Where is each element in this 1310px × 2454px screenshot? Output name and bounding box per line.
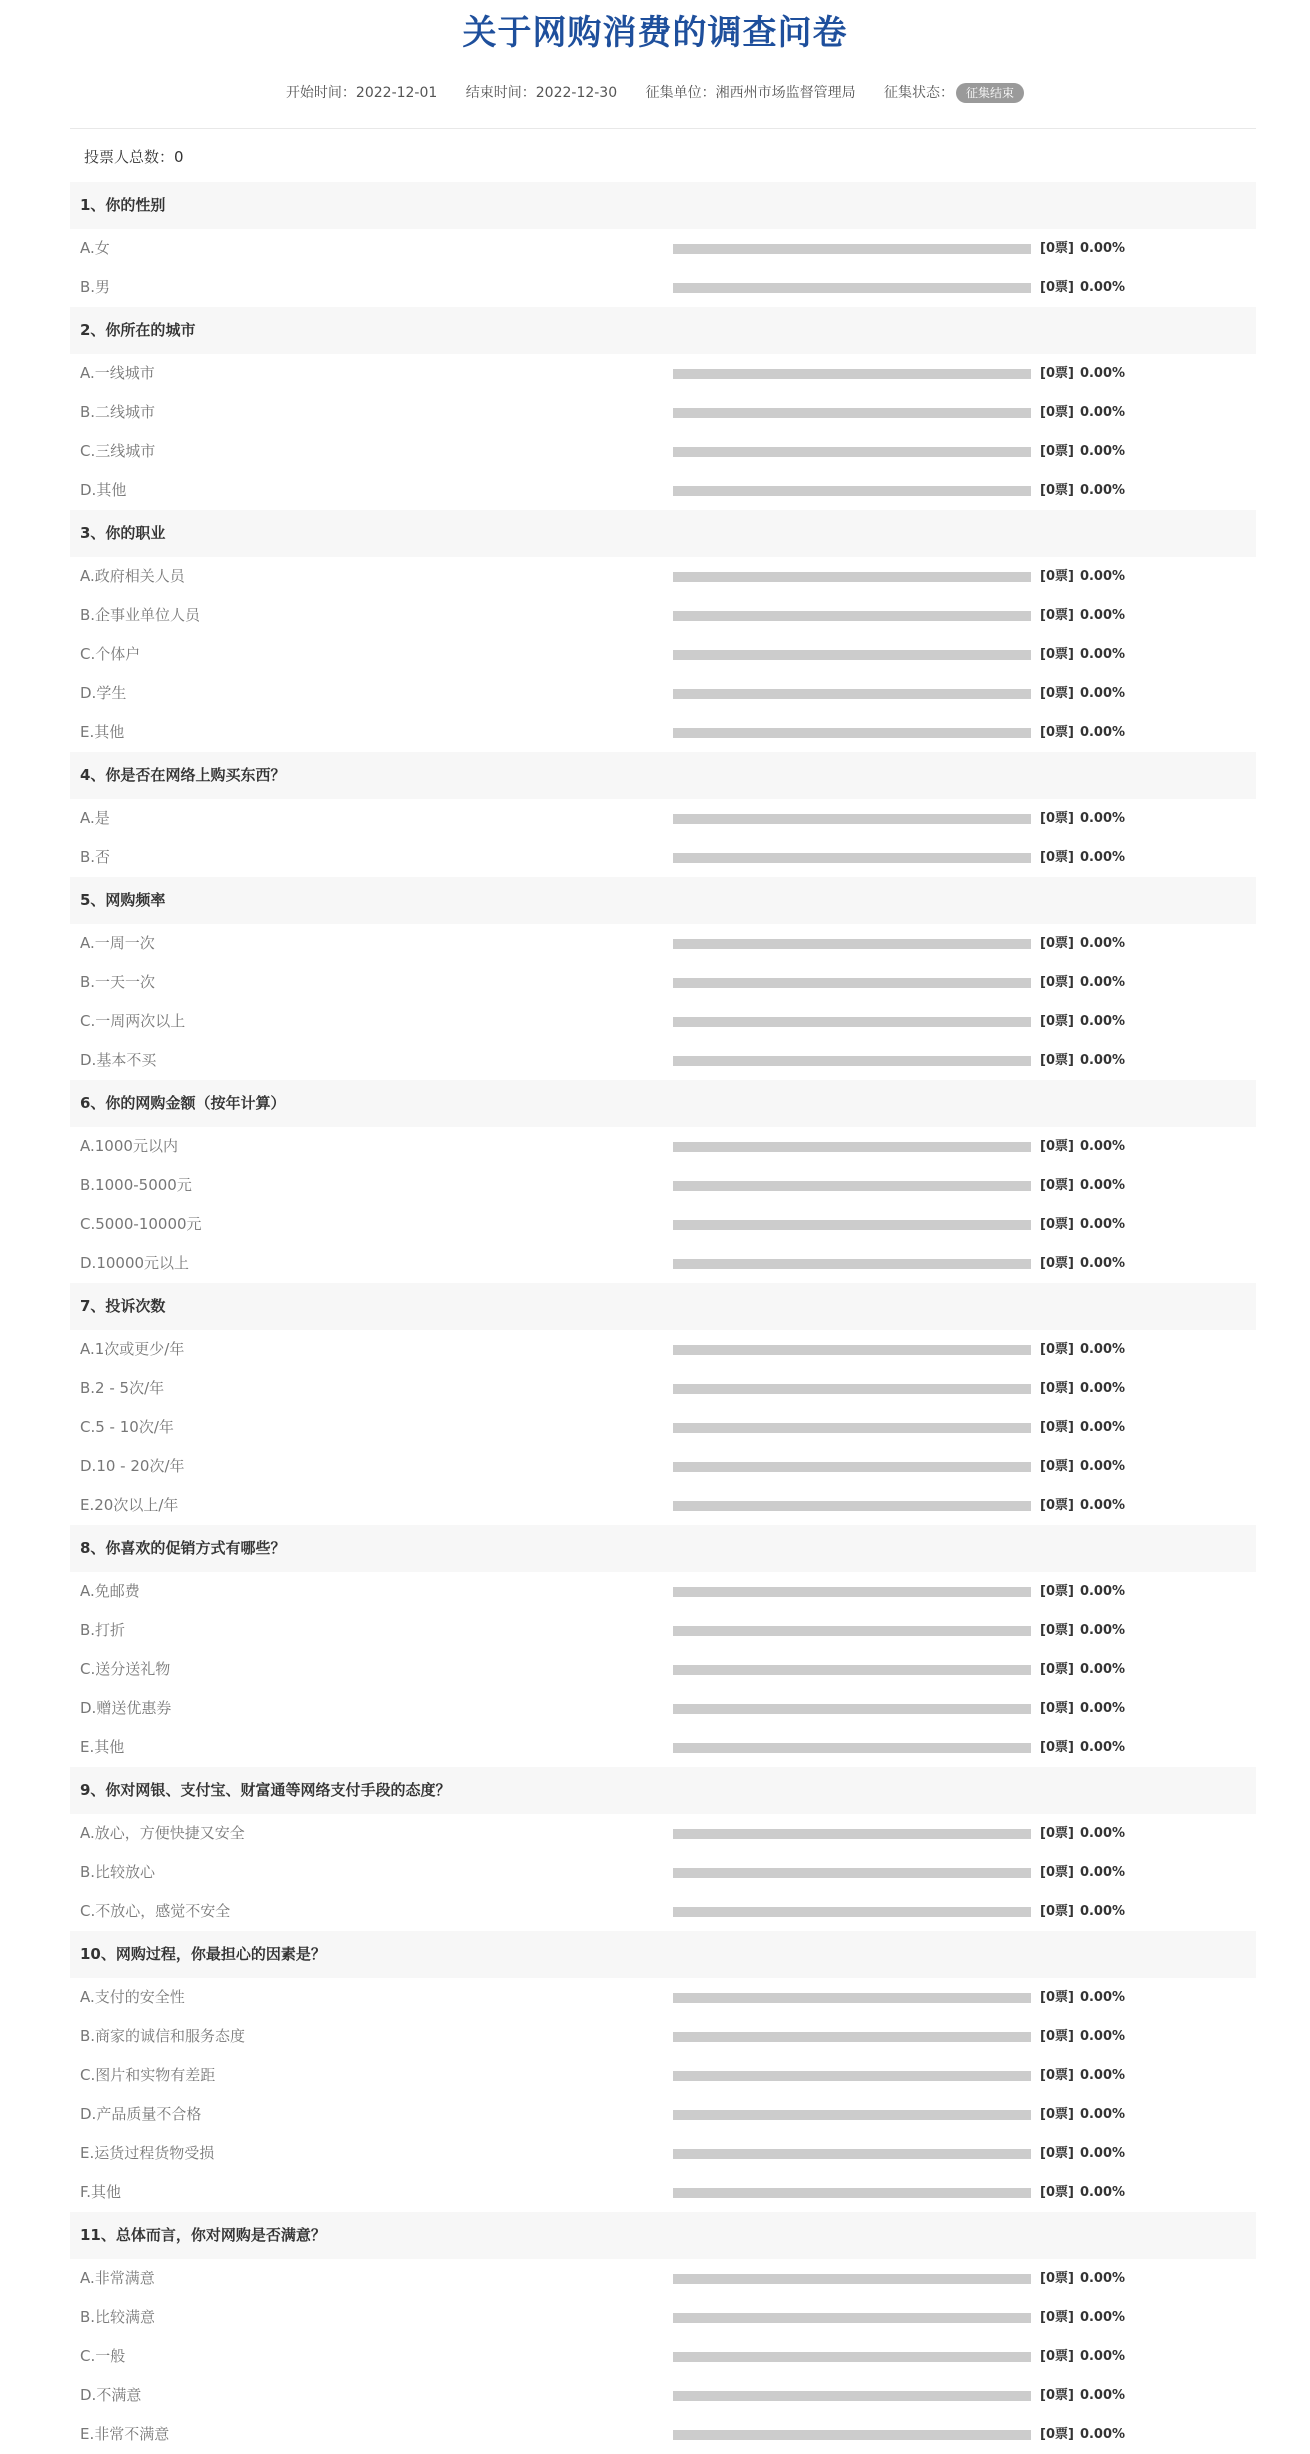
vote-result [1040,1814,1125,1853]
vote-count: [0票] [1040,241,1074,256]
option-row [70,471,1256,510]
option-label: A.是 [80,809,110,827]
question-title: 3、你的职业 [70,510,1256,557]
vote-count: [0票] [1040,1990,1074,2005]
vote-progress-bar [673,2110,1031,2120]
collection-status [884,82,1024,104]
vote-progress-bar [673,650,1031,660]
option-label: A.一线城市 [80,364,155,382]
vote-result [1040,2134,1125,2173]
vote-result [1040,1041,1125,1080]
vote-percent: 0.00% [1079,1178,1126,1193]
vote-count: [0票] [1040,850,1074,865]
vote-progress-bar [673,408,1031,418]
vote-percent: 0.00% [1079,647,1126,662]
vote-percent: 0.00% [1079,1459,1126,1474]
vote-count: [0票] [1040,1701,1074,1716]
question-title: 7、投诉次数 [70,1283,1256,1330]
option-row [70,2173,1256,2212]
option-row [70,1486,1256,1525]
vote-count: [0票] [1040,569,1074,584]
option-label: B.商家的诚信和服务态度 [80,2027,246,2045]
total-voters: 投票人总数：0 [84,148,184,166]
vote-result [1040,924,1125,963]
option-label: B.一天一次 [80,973,156,991]
option-row [70,2298,1256,2337]
vote-result [1040,1002,1125,1041]
vote-result [1040,2337,1125,2376]
option-label: E.其他 [80,723,125,741]
option-label: C.不放心，感觉不安全 [80,1902,231,1920]
vote-percent: 0.00% [1079,1139,1126,1154]
vote-progress-bar [673,814,1031,824]
option-row [70,1689,1256,1728]
option-row [70,2415,1256,2454]
vote-percent: 0.00% [1079,1217,1126,1232]
status-label: 征集状态： [884,85,955,101]
collecting-org: 征集单位：湘西州市场监督管理局 [645,85,856,101]
option-label: C.一周两次以上 [80,1012,186,1030]
vote-progress-bar [673,1056,1031,1066]
vote-result [1040,1486,1125,1525]
vote-progress-bar [673,1142,1031,1152]
vote-result [1040,635,1125,674]
option-row [70,1408,1256,1447]
option-label: C.个体户 [80,645,141,663]
vote-percent: 0.00% [1079,1014,1126,1029]
vote-count: [0票] [1040,1498,1074,1513]
vote-result [1040,354,1125,393]
option-row [70,354,1256,393]
vote-percent: 0.00% [1079,811,1126,826]
question-title: 9、你对网银、支付宝、财富通等网络支付手段的态度？ [70,1767,1256,1814]
option-label: B.比较满意 [80,2308,156,2326]
vote-count: [0票] [1040,2349,1074,2364]
option-label: C.送分送礼物 [80,1660,171,1678]
option-label: D.产品质量不合格 [80,2105,202,2123]
vote-progress-bar [673,2032,1031,2042]
vote-percent: 0.00% [1079,1420,1126,1435]
option-label: B.2 - 5次/年 [80,1379,165,1397]
vote-progress-bar [673,1743,1031,1753]
vote-percent: 0.00% [1079,2146,1126,2161]
option-row [70,1650,1256,1689]
vote-result [1040,2298,1125,2337]
vote-count: [0票] [1040,1826,1074,1841]
vote-progress-bar [673,1259,1031,1269]
option-label: A.1000元以内 [80,1137,178,1155]
vote-result [1040,713,1125,752]
option-label: B.比较放心 [80,1863,156,1881]
vote-percent: 0.00% [1079,2427,1126,2442]
survey-meta [0,82,1310,104]
option-label: C.图片和实物有差距 [80,2066,216,2084]
vote-percent: 0.00% [1079,2185,1126,2200]
vote-progress-bar [673,369,1031,379]
vote-result [1040,674,1125,713]
vote-progress-bar [673,1462,1031,1472]
option-row [70,2056,1256,2095]
vote-progress-bar [673,1501,1031,1511]
vote-result [1040,1127,1125,1166]
vote-result [1040,1728,1125,1767]
option-row [70,1041,1256,1080]
option-label: A.政府相关人员 [80,567,185,585]
vote-progress-bar [673,1868,1031,1878]
vote-result [1040,1408,1125,1447]
vote-count: [0票] [1040,1256,1074,1271]
option-row [70,1611,1256,1650]
vote-result [1040,2415,1125,2454]
vote-progress-bar [673,1345,1031,1355]
vote-percent: 0.00% [1079,1342,1126,1357]
vote-percent: 0.00% [1079,850,1126,865]
option-row [70,2337,1256,2376]
option-row [70,2134,1256,2173]
vote-percent: 0.00% [1079,1865,1126,1880]
vote-result [1040,2259,1125,2298]
vote-percent: 0.00% [1079,2349,1126,2364]
option-row [70,1814,1256,1853]
vote-progress-bar [673,447,1031,457]
option-row [70,1205,1256,1244]
question-title: 10、网购过程，你最担心的因素是？ [70,1931,1256,1978]
option-row [70,799,1256,838]
question-title: 1、你的性别 [70,182,1256,229]
option-row [70,1853,1256,1892]
vote-percent: 0.00% [1079,975,1126,990]
option-label: E.非常不满意 [80,2425,170,2443]
question-title: 4、你是否在网络上购买东西？ [70,752,1256,799]
option-row [70,432,1256,471]
option-label: A.支付的安全性 [80,1988,185,2006]
vote-result [1040,1447,1125,1486]
option-label: D.学生 [80,684,127,702]
vote-percent: 0.00% [1079,2068,1126,2083]
vote-progress-bar [673,1704,1031,1714]
vote-count: [0票] [1040,1459,1074,1474]
vote-percent: 0.00% [1079,1740,1126,1755]
vote-count: [0票] [1040,444,1074,459]
vote-result [1040,1369,1125,1408]
option-row [70,2259,1256,2298]
option-label: B.男 [80,278,111,296]
vote-count: [0票] [1040,2310,1074,2325]
option-row [70,1572,1256,1611]
option-row [70,713,1256,752]
option-row [70,2095,1256,2134]
option-row [70,924,1256,963]
vote-percent: 0.00% [1079,686,1126,701]
vote-progress-bar [673,2352,1031,2362]
option-row [70,393,1256,432]
option-label: E.20次以上/年 [80,1496,179,1514]
vote-progress-bar [673,1587,1031,1597]
vote-count: [0票] [1040,975,1074,990]
vote-percent: 0.00% [1079,280,1126,295]
option-row [70,963,1256,1002]
option-label: B.企事业单位人员 [80,606,201,624]
vote-progress-bar [673,1181,1031,1191]
vote-result [1040,471,1125,510]
option-row [70,1002,1256,1041]
vote-percent: 0.00% [1079,2271,1126,2286]
option-label: B.打折 [80,1621,126,1639]
option-label: E.其他 [80,1738,125,1756]
vote-result [1040,1205,1125,1244]
vote-result [1040,2376,1125,2415]
vote-progress-bar [673,2430,1031,2440]
vote-result [1040,2056,1125,2095]
vote-count: [0票] [1040,2146,1074,2161]
option-label: D.不满意 [80,2386,142,2404]
vote-percent: 0.00% [1079,1381,1126,1396]
option-row [70,1244,1256,1283]
option-label: D.赠送优惠券 [80,1699,172,1717]
vote-percent: 0.00% [1079,1053,1126,1068]
divider [70,128,1256,129]
option-row [70,1369,1256,1408]
option-label: B.1000-5000元 [80,1176,192,1194]
vote-count: [0票] [1040,405,1074,420]
vote-progress-bar [673,1017,1031,1027]
vote-progress-bar [673,486,1031,496]
vote-result [1040,596,1125,635]
option-row [70,1728,1256,1767]
question-title: 6、你的网购金额（按年计算） [70,1080,1256,1127]
vote-result [1040,1166,1125,1205]
vote-progress-bar [673,1626,1031,1636]
vote-count: [0票] [1040,725,1074,740]
vote-result [1040,963,1125,1002]
vote-result [1040,557,1125,596]
vote-result [1040,393,1125,432]
option-row [70,674,1256,713]
vote-percent: 0.00% [1079,1584,1126,1599]
question-title: 11、总体而言，你对网购是否满意？ [70,2212,1256,2259]
vote-percent: 0.00% [1079,1701,1126,1716]
vote-count: [0票] [1040,2068,1074,2083]
option-row [70,635,1256,674]
vote-count: [0票] [1040,1865,1074,1880]
vote-count: [0票] [1040,280,1074,295]
option-row [70,557,1256,596]
option-row [70,1330,1256,1369]
vote-percent: 0.00% [1079,2388,1126,2403]
vote-count: [0票] [1040,483,1074,498]
vote-result [1040,1611,1125,1650]
vote-count: [0票] [1040,1053,1074,1068]
option-label: C.5 - 10次/年 [80,1418,174,1436]
vote-percent: 0.00% [1079,366,1126,381]
option-label: A.女 [80,239,110,257]
vote-progress-bar [673,1384,1031,1394]
vote-count: [0票] [1040,811,1074,826]
vote-result [1040,2017,1125,2056]
vote-percent: 0.00% [1079,1904,1126,1919]
status-badge: 征集结束 [956,83,1024,103]
option-label: A.1次或更少/年 [80,1340,185,1358]
option-label: C.三线城市 [80,442,156,460]
vote-progress-bar [673,2149,1031,2159]
vote-progress-bar [673,939,1031,949]
vote-count: [0票] [1040,1342,1074,1357]
vote-count: [0票] [1040,1217,1074,1232]
vote-progress-bar [673,689,1031,699]
page-title: 关于网购消费的调查问卷 [462,13,848,53]
vote-percent: 0.00% [1079,2107,1126,2122]
option-row [70,1892,1256,1931]
vote-count: [0票] [1040,1904,1074,1919]
vote-count: [0票] [1040,2185,1074,2200]
vote-count: [0票] [1040,1584,1074,1599]
vote-result [1040,1689,1125,1728]
vote-progress-bar [673,2391,1031,2401]
vote-result [1040,268,1125,307]
vote-progress-bar [673,1665,1031,1675]
vote-percent: 0.00% [1079,725,1126,740]
option-label: D.基本不买 [80,1051,157,1069]
vote-progress-bar [673,283,1031,293]
option-label: A.非常满意 [80,2269,155,2287]
vote-percent: 0.00% [1079,569,1126,584]
vote-progress-bar [673,1907,1031,1917]
question-title: 5、网购频率 [70,877,1256,924]
vote-result [1040,838,1125,877]
vote-progress-bar [673,2071,1031,2081]
vote-progress-bar [673,1829,1031,1839]
vote-count: [0票] [1040,1178,1074,1193]
vote-result [1040,1978,1125,2017]
vote-result [1040,229,1125,268]
vote-count: [0票] [1040,1014,1074,1029]
start-time: 开始时间：2022-12-01 [285,85,438,101]
option-row [70,596,1256,635]
vote-count: [0票] [1040,2271,1074,2286]
vote-percent: 0.00% [1079,1498,1126,1513]
vote-progress-bar [673,853,1031,863]
vote-count: [0票] [1040,1381,1074,1396]
option-row [70,838,1256,877]
option-label: C.一般 [80,2347,126,2365]
vote-percent: 0.00% [1079,936,1126,951]
option-row [70,268,1256,307]
vote-percent: 0.00% [1079,2029,1126,2044]
option-label: E.运货过程货物受损 [80,2144,215,2162]
vote-progress-bar [673,244,1031,254]
option-label: A.放心，方便快捷又安全 [80,1824,245,1842]
option-label: B.否 [80,848,111,866]
option-row [70,1166,1256,1205]
vote-percent: 0.00% [1079,241,1126,256]
vote-result [1040,799,1125,838]
option-row [70,2017,1256,2056]
question-title: 2、你所在的城市 [70,307,1256,354]
vote-result [1040,2173,1125,2212]
vote-progress-bar [673,1993,1031,2003]
vote-count: [0票] [1040,1139,1074,1154]
vote-percent: 0.00% [1079,483,1126,498]
vote-progress-bar [673,1423,1031,1433]
vote-result [1040,1244,1125,1283]
option-row [70,2376,1256,2415]
option-label: A.一周一次 [80,934,155,952]
vote-result [1040,1853,1125,1892]
vote-count: [0票] [1040,1623,1074,1638]
vote-result [1040,1572,1125,1611]
vote-result [1040,1330,1125,1369]
option-row [70,1978,1256,2017]
vote-count: [0票] [1040,366,1074,381]
vote-count: [0票] [1040,1662,1074,1677]
vote-count: [0票] [1040,936,1074,951]
vote-result [1040,2095,1125,2134]
option-row [70,1127,1256,1166]
option-label: A.免邮费 [80,1582,140,1600]
vote-percent: 0.00% [1079,405,1126,420]
vote-progress-bar [673,572,1031,582]
vote-count: [0票] [1040,1740,1074,1755]
vote-count: [0票] [1040,2029,1074,2044]
option-label: D.10000元以上 [80,1254,190,1272]
option-label: D.其他 [80,481,127,499]
vote-progress-bar [673,2188,1031,2198]
vote-percent: 0.00% [1079,608,1126,623]
vote-count: [0票] [1040,2107,1074,2122]
vote-percent: 0.00% [1079,1662,1126,1677]
vote-progress-bar [673,978,1031,988]
vote-count: [0票] [1040,608,1074,623]
vote-progress-bar [673,728,1031,738]
vote-result [1040,432,1125,471]
vote-percent: 0.00% [1079,1826,1126,1841]
vote-percent: 0.00% [1079,1256,1126,1271]
vote-percent: 0.00% [1079,1990,1126,2005]
vote-result [1040,1892,1125,1931]
option-label: B.二线城市 [80,403,156,421]
option-row [70,229,1256,268]
end-time: 结束时间：2022-12-30 [465,85,618,101]
vote-count: [0票] [1040,2427,1074,2442]
option-row [70,1447,1256,1486]
vote-progress-bar [673,1220,1031,1230]
vote-count: [0票] [1040,2388,1074,2403]
option-label: D.10 - 20次/年 [80,1457,185,1475]
vote-percent: 0.00% [1079,1623,1126,1638]
option-label: C.5000-10000元 [80,1215,202,1233]
vote-result [1040,1650,1125,1689]
vote-count: [0票] [1040,686,1074,701]
question-title: 8、你喜欢的促销方式有哪些？ [70,1525,1256,1572]
vote-percent: 0.00% [1079,2310,1126,2325]
survey-results-list [70,182,1256,2454]
vote-percent: 0.00% [1079,444,1126,459]
option-label: F.其他 [80,2183,121,2201]
vote-count: [0票] [1040,647,1074,662]
vote-progress-bar [673,2313,1031,2323]
vote-count: [0票] [1040,1420,1074,1435]
vote-progress-bar [673,611,1031,621]
vote-progress-bar [673,2274,1031,2284]
